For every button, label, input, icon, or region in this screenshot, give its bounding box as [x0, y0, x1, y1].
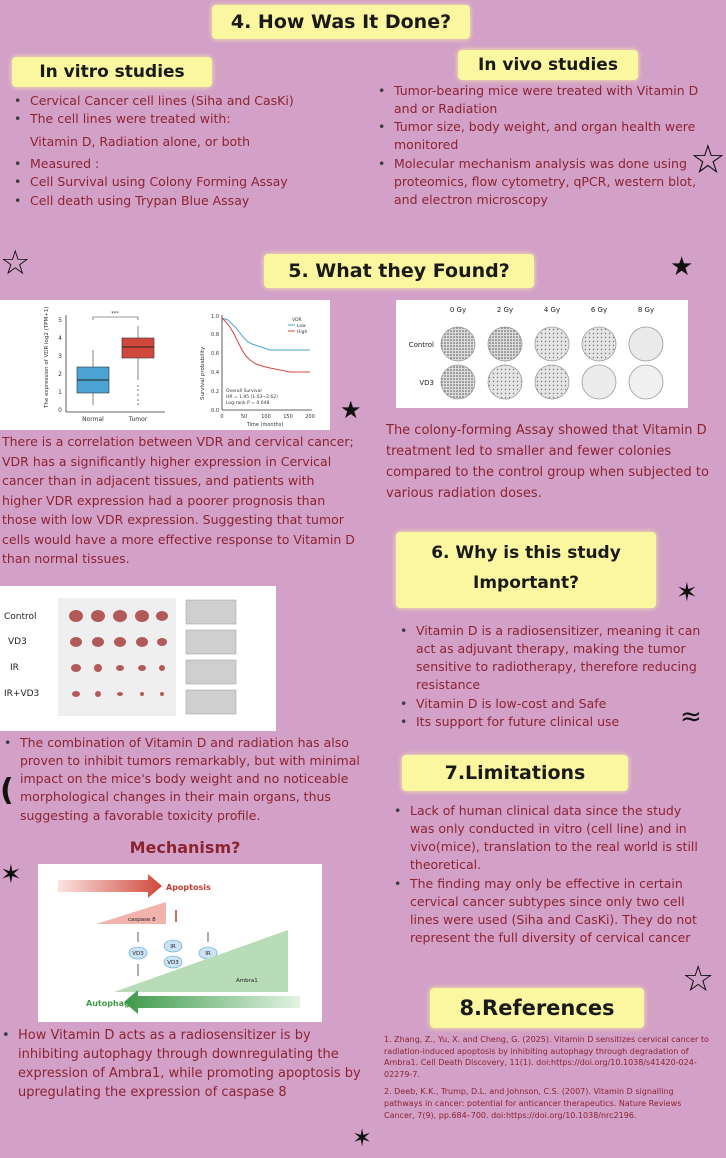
box-ytick: 3	[58, 353, 62, 360]
section5-title: 5. What they Found?	[264, 254, 534, 288]
treatment-subtext: Vitamin D, Radiation alone, or both	[30, 134, 250, 150]
km-stat: Overall Survival	[226, 389, 262, 394]
dose-label: 6 Gy	[590, 306, 608, 314]
tumor-row-label: IR+VD3	[4, 689, 40, 699]
mechanism-figure	[38, 864, 322, 1022]
star-doodle-icon: ✶	[352, 1124, 373, 1152]
spark-doodle-icon: ≈	[680, 702, 702, 732]
colony-finding-text: The colony-forming Assay showed that Vitamin D treatment led to smaller and fewer colonies compared to the control group when subjected to various radiation doses.	[386, 423, 709, 501]
km-xtick: 100	[261, 414, 271, 420]
star-doodle-icon: ★	[340, 396, 362, 424]
star-doodle-icon: ☆	[690, 137, 726, 183]
section4-title: 4. How Was It Done?	[212, 5, 470, 39]
ir-label: IR	[205, 951, 211, 957]
tumor-row-label: IR	[10, 663, 19, 673]
km-ytick: 0.6	[211, 351, 219, 357]
list-item: • Measured :	[14, 155, 354, 173]
vd-label: VD3	[132, 951, 144, 957]
box-ytick: 1	[58, 389, 62, 396]
km-xtick: 0	[220, 414, 224, 420]
section8-title: 8.References	[430, 988, 644, 1028]
section6-title-text: 6. Why is this study Important?	[431, 543, 621, 593]
vdr-expression-figure	[0, 300, 330, 430]
km-ytick: 0.8	[211, 332, 219, 338]
list-item: • How Vitamin D acts as a radiosensitizer is by inhibiting autophagy through downregulating the expression of Ambra1, while promoting apoptosis by upregulating the expression of caspase 8	[2, 1027, 370, 1102]
dose-label: 4 Gy	[543, 306, 561, 314]
references-list	[384, 1034, 714, 1121]
tumor-row-label: Control	[4, 612, 37, 622]
tumor-svg	[0, 586, 276, 731]
star-doodle-icon: ☆	[0, 243, 31, 283]
box-xtick: Normal	[82, 416, 104, 423]
km-stat: Log-rank P = 0.048	[226, 401, 270, 406]
colony-row-label: Control	[408, 341, 434, 349]
mechanism-svg	[38, 864, 322, 1022]
autophagy-label: Autophagy	[86, 999, 135, 1008]
km-ytick: 0.2	[211, 389, 219, 395]
ambra-label: Ambra1	[236, 978, 258, 984]
mechanism-list	[2, 1027, 370, 1102]
tumor-row-label: VD3	[8, 637, 27, 647]
sig-label: ***	[111, 311, 119, 317]
tumor-box	[122, 338, 154, 358]
box-ytick: 4	[58, 335, 62, 342]
vd-label: VD3	[167, 960, 179, 966]
list-item: • Cell Survival using Colony Forming Assay	[14, 173, 354, 191]
km-xtick: 150	[283, 414, 293, 420]
in-vivo-list	[378, 82, 700, 209]
list-item: • Cell death using Trypan Blue Assay	[14, 192, 354, 210]
km-legend-high: High	[297, 330, 308, 335]
apoptosis-label: Apoptosis	[166, 883, 211, 892]
colony-row-label: VD3	[419, 379, 434, 387]
dose-label: 8 Gy	[637, 306, 655, 314]
section7-title: 7.Limitations	[402, 755, 628, 791]
km-legend-title: VDR	[292, 318, 302, 323]
list-item: • Vitamin D is a radiosensitizer, meaning it can act as adjuvant therapy, making the tumor sensitive to radiotherapy, therefore reducing resistance	[400, 622, 706, 695]
km-ytick: 0.4	[211, 370, 219, 376]
list-item: • Cervical Cancer cell lines (Siha and CasKi)	[14, 92, 354, 110]
tumor-photo-figure	[0, 586, 276, 731]
in-vitro-heading: In vitro studies	[12, 57, 212, 87]
star-doodle-icon: ✶	[676, 578, 698, 608]
box-ytick: 2	[58, 371, 62, 378]
dose-label: 0 Gy	[449, 306, 467, 314]
vdr-charts-svg	[0, 300, 330, 430]
reference-item: 1. Zhang, Z., Yu, X. and Cheng, G. (2025). Vitamin D sensitizes cervical cancer to radiation-induced apoptosis by inhibiting autophagy through degradation of Ambra1. Cell Death Discovery, 11(1). doi:https://doi.org/10.1038/s41420-024-02279-7.	[384, 1035, 709, 1079]
list-item: • The cell lines were treated with:	[14, 110, 354, 128]
star-doodle-icon: ✶	[0, 860, 22, 890]
km-xlabel: Time (months)	[246, 422, 284, 428]
limitations-list	[394, 802, 708, 947]
box-ytick: 0	[58, 407, 62, 414]
km-legend-low: Low	[297, 324, 306, 329]
list-item: • Molecular mechanism analysis was done using proteomics, flow cytometry, qPCR, western blot, and electron microscopy	[378, 155, 700, 209]
colony-assay-figure	[396, 300, 688, 408]
in-vivo-heading: In vivo studies	[458, 50, 638, 80]
list-item: • The combination of Vitamin D and radiation has also proven to inhibit tumors remarkably, but with minimal impact on the mice's body weight and no noticeable morphological changes in their main organs, thus suggesting a favorable toxicity profile.	[4, 734, 382, 825]
km-ytick: 0.0	[211, 408, 219, 414]
km-xtick: 50	[240, 414, 248, 420]
section6-title	[396, 532, 656, 608]
colony-svg	[396, 300, 688, 408]
vdr-finding-text: There is a correlation between VDR and cervical cancer; VDR has a significantly higher expression in Cervical cancer than in adjacent tissues, and patients with higher VDR expression had a poorer prognosis than those with low VDR expression. Suggesting that tumor cells would have a more effective response to Vitamin D than normal tissues.	[2, 434, 355, 566]
box-ylabel: The expression of VDR log2 (TPM+1)	[44, 306, 50, 408]
box-ytick: 5	[58, 317, 62, 324]
km-stat: HR = 1.95 (1.03~2.62)	[226, 395, 278, 400]
box-xtick: Tumor	[128, 416, 148, 423]
caspase-label: caspase 8	[128, 917, 156, 923]
km-ylabel: Survival probability	[200, 346, 206, 400]
star-doodle-icon: ☆	[682, 959, 715, 1000]
list-item: • The finding may only be effective in certain cervical cancer subtypes since only two cell lines were used (Siha and CasKi). They do not represent the full diversity of cervical cancer	[394, 875, 708, 948]
list-item: • Lack of human clinical data since the study was only conducted in vitro (cell line) and in vivo(mice), translation to the real world is still theoretical.	[394, 802, 708, 875]
km-ytick: 1.0	[211, 314, 219, 320]
ir-label: IR	[170, 944, 176, 950]
list-item: • Tumor size, body weight, and organ health were monitored	[378, 118, 700, 154]
km-xtick: 200	[305, 414, 315, 420]
mechanism-title: Mechanism?	[129, 838, 241, 857]
dose-label: 2 Gy	[496, 306, 514, 314]
reference-item: 2. Deeb, K.K., Trump, D.L. and Johnson, C.S. (2007). Vitamin D signalling pathways in cancer: potential for anticancer therapeutics. Nature Reviews Cancer, 7(9), pp.684–700. doi:https://doi.org/10.1038/nrc2196.	[384, 1087, 682, 1120]
list-item: • Its support for future clinical use	[400, 713, 706, 731]
in-vitro-list	[14, 92, 354, 210]
star-doodle-icon: ★	[670, 252, 694, 282]
list-item: • Vitamin D is low-cost and Safe	[400, 695, 706, 713]
list-item: • Tumor-bearing mice were treated with Vitamin D and or Radiation	[378, 82, 700, 118]
tumor-finding-list	[4, 734, 382, 825]
importance-list	[400, 622, 706, 731]
curve-doodle-icon: (	[0, 773, 14, 808]
